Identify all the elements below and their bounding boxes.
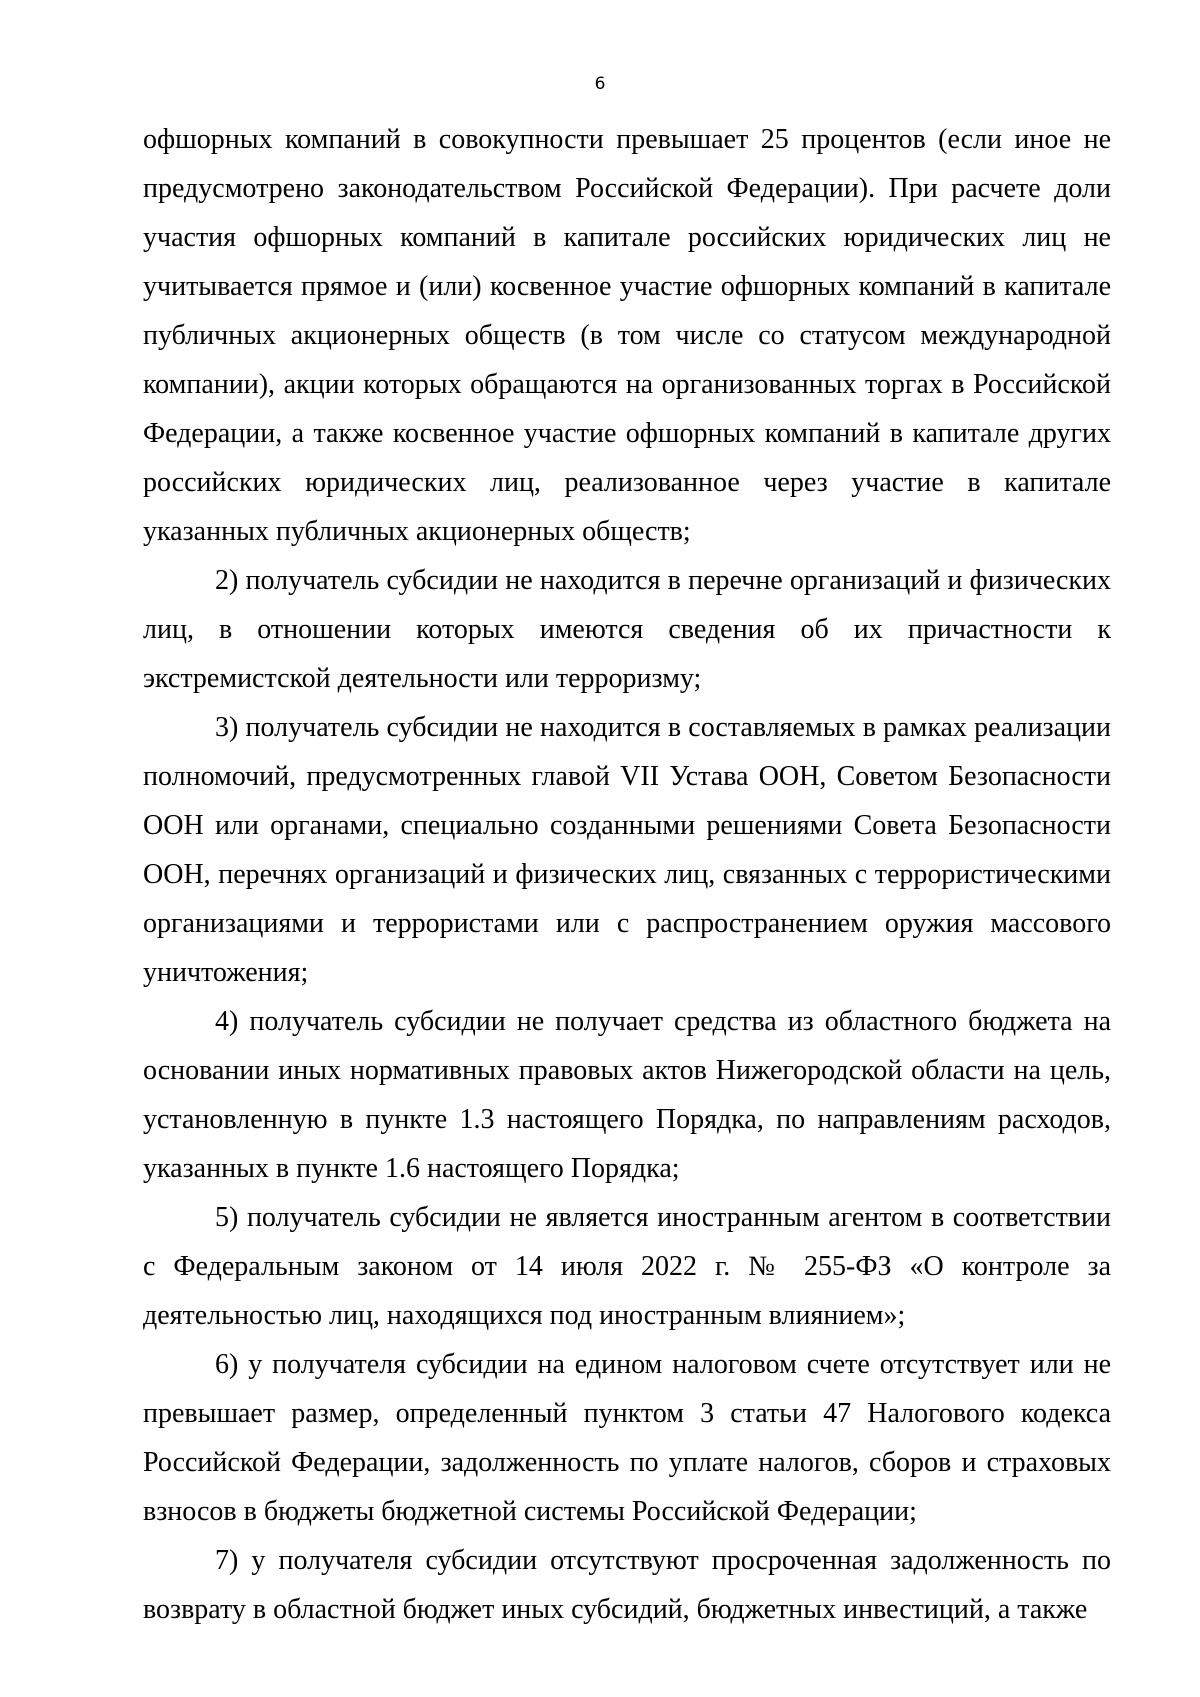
- paragraph-item-4: 4) получатель субсидии не получает средства из областного бюджета на основании иных нормативных правовых актов Нижегородской области на цель, установленную в пункте 1.3 настоящего Порядка, по направлениям расходов, указанных в пункте 1.6 настоящего Порядка;: [143, 1006, 1111, 1184]
- paragraph-item-6: 6) у получателя субсидии на едином налоговом счете отсутствует или не превышает размер, определенный пунктом 3 статьи 47 Налогового кодекса Российской Федерации, задолженность по уплате налогов, сборов и страховых взносов в бюджеты бюджетной системы Российской Федерации;: [143, 1349, 1111, 1527]
- document-body: [143, 115, 1111, 1634]
- paragraph-item-7: 7) у получателя субсидии отсутствуют просроченная задолженность по возврату в областной бюджет иных субсидий, бюджетных инвестиций, а также: [143, 1545, 1111, 1625]
- paragraph-item-5: 5) получатель субсидии не является иностранным агентом в соответствии с Федеральным законом от 14 июля 2022 г. № 255-ФЗ «О контроле за деятельностью лиц, находящихся под иностранным влиянием»;: [143, 1202, 1111, 1331]
- page-number: 6: [594, 74, 606, 94]
- paragraph-continuation: офшорных компаний в совокупности превышает 25 процентов (если иное не предусмотрено законодательством Российской Федерации). При расчете доли участия офшорных компаний в капитале российских юридических лиц не учитывается прямое и (или) косвенное участие офшорных компаний в капитале публичных акционерных обществ (в том числе со статусом международной компании), акции которых обращаются на организованных торгах в Российской Федерации, а также косвенное участие офшорных компаний в капитале других российских юридических лиц, реализованное через участие в капитале указанных публичных акционерных обществ;: [143, 124, 1111, 547]
- paragraph-item-3: 3) получатель субсидии не находится в составляемых в рамках реализации полномочий, предусмотренных главой VII Устава ООН, Советом Безопасности ООН или органами, специально созданными решениями Совета Безопасности ООН, перечнях организаций и физических лиц, связанных с террористическими организациями и террористами или с распространением оружия массового уничтожения;: [143, 712, 1111, 988]
- paragraph-item-2: 2) получатель субсидии не находится в перечне организаций и физических лиц, в отношении которых имеются сведения об их причастности к экстремистской деятельности или терроризму;: [143, 565, 1111, 694]
